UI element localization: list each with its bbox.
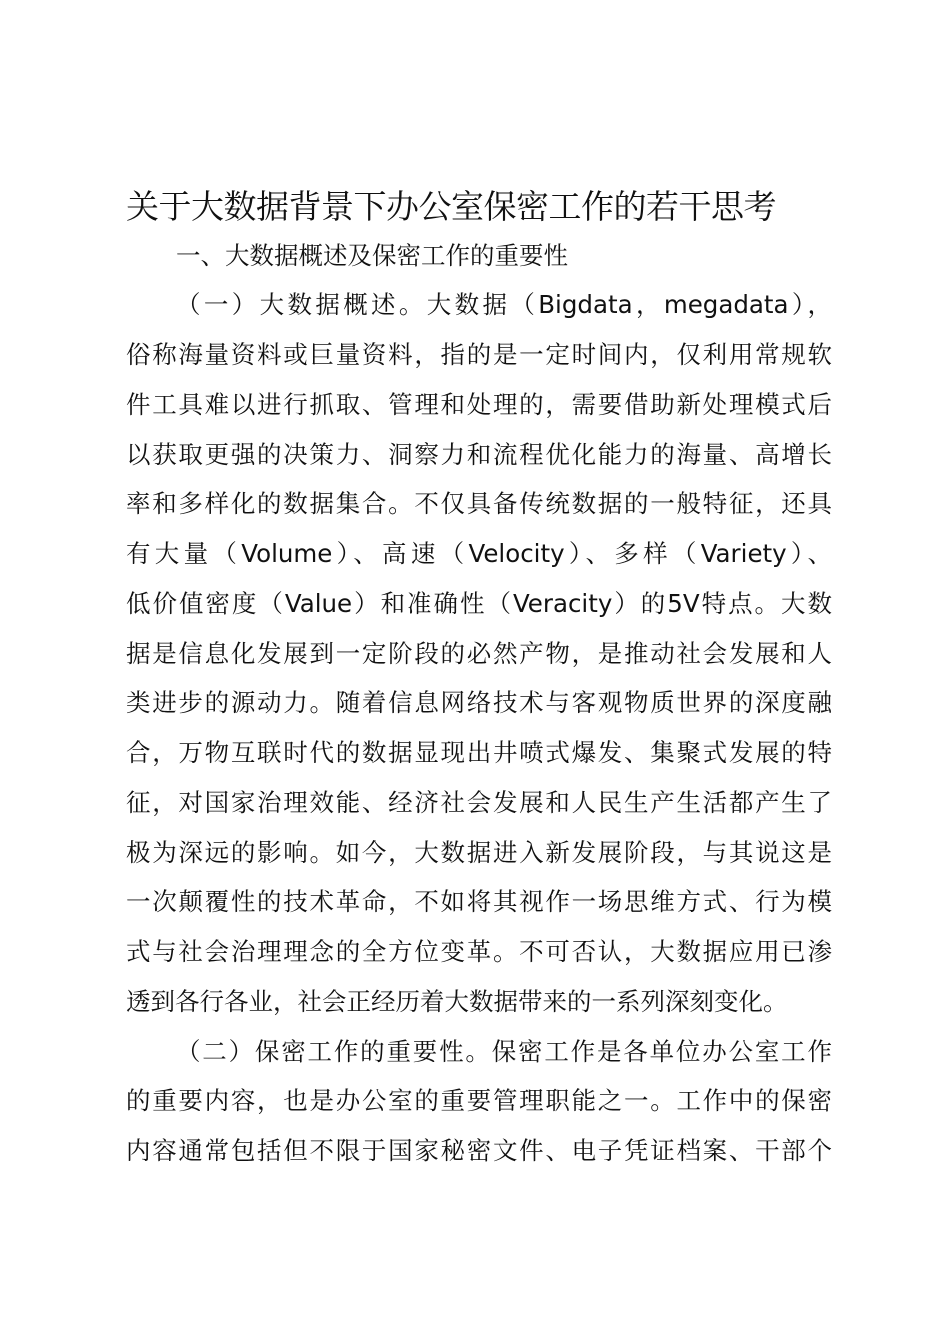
paragraph-line: 低价值密度（Value）和准确性（Veracity）的5V特点。大数 <box>126 589 832 618</box>
paragraph-line: 透到各行各业，社会正经历着大数据带来的一系列深刻变化。 <box>126 987 788 1016</box>
paragraph-line: （二）保密工作的重要性。保密工作是各单位办公室工作 <box>176 1037 832 1066</box>
paragraph-line: 有大量（Volume）、高速（Velocity）、多样（Variety）、 <box>126 539 832 568</box>
paragraph-line: 类进步的源动力。随着信息网络技术与客观物质世界的深度融 <box>126 688 832 717</box>
paragraph-line: 的重要内容，也是办公室的重要管理职能之一。工作中的保密 <box>126 1086 832 1115</box>
paragraph-line: 以获取更强的决策力、洞察力和流程优化能力的海量、高增长 <box>126 440 832 469</box>
paragraph-line: 俗称海量资料或巨量资料，指的是一定时间内，仅利用常规软 <box>126 340 832 369</box>
paragraph-line: 式与社会治理理念的全方位变革。不可否认，大数据应用已渗 <box>126 937 832 966</box>
paragraph-line: 极为深远的影响。如今，大数据进入新发展阶段，与其说这是 <box>126 838 832 867</box>
document-title: 关于大数据背景下办公室保密工作的若干思考 <box>126 187 776 226</box>
paragraph-line: 合，万物互联时代的数据显现出井喷式爆发、集聚式发展的特 <box>126 738 832 767</box>
paragraph-line: 据是信息化发展到一定阶段的必然产物，是推动社会发展和人 <box>126 639 832 668</box>
paragraph-line: 一次颠覆性的技术革命，不如将其视作一场思维方式、行为模 <box>126 887 832 916</box>
paragraph-line: 率和多样化的数据集合。不仅具备传统数据的一般特征，还具 <box>126 489 832 518</box>
paragraph-line: （一）大数据概述。大数据（Bigdata，megadata）， <box>176 290 832 319</box>
paragraph-line: 征，对国家治理效能、经济社会发展和人民生产生活都产生了 <box>126 788 832 817</box>
section-heading: 一、大数据概述及保密工作的重要性 <box>176 241 568 270</box>
paragraph-line: 件工具难以进行抓取、管理和处理的，需要借助新处理模式后 <box>126 390 832 419</box>
paragraph-line: 内容通常包括但不限于国家秘密文件、电子凭证档案、干部个 <box>126 1136 832 1165</box>
